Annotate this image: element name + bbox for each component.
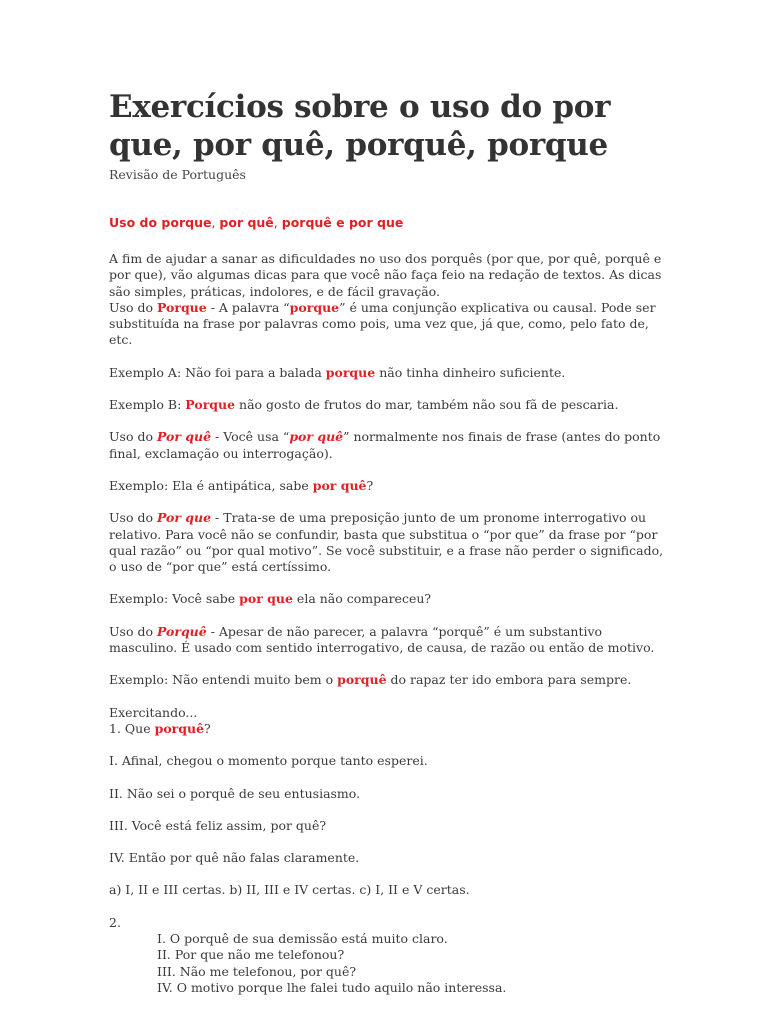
example-porque-substantivo: Exemplo: Não entendi muito bem o porquê do rapaz ter ido embora para sempre. — [109, 672, 632, 688]
porque-substantivo-paragraph: Uso do Porquê - Apesar de não parecer, a palavra “porquê” é um substantivo masculino. É usado com sentido interrogativo, de causa, de razão ou então de motivo. — [109, 623, 655, 656]
question-2: 2. — [109, 914, 121, 930]
page-subtitle: Revisão de Português — [109, 167, 246, 182]
q2-item: II. Por que não me telefonou? — [157, 947, 345, 963]
q1-item: III. Você está feliz assim, por quê? — [109, 817, 327, 833]
exercising-label: Exercitando... — [109, 704, 198, 720]
page-title: Exercícios sobre o uso do por que, por quê, porquê, porque — [109, 89, 611, 163]
q2-item: I. O porquê de sua demissão está muito claro. — [157, 931, 448, 947]
section-heading: Uso do porque, por quê, porquê e por que — [109, 215, 404, 230]
example-a: Exemplo A: Não foi para a balada porque não tinha dinheiro suficiente. — [109, 364, 566, 380]
por-que-acento-paragraph: Uso do Por quê - Você usa “por quê” normalmente nos finais de frase (antes do ponto final, exclamação ou interrogação). — [109, 429, 661, 461]
q2-item: IV. O motivo porque lhe falei tudo aquilo não interessa. — [157, 979, 507, 995]
document-page — [109, 88, 669, 996]
q2-item: III. Não me telefonou, por quê? — [157, 963, 357, 979]
q1-item: II. Não sei o porquê de seu entusiasmo. — [109, 785, 361, 801]
example-por-que: Exemplo: Você sabe por que ela não compareceu? — [109, 591, 432, 607]
q1-item: I. Afinal, chegou o momento porque tanto esperei. — [109, 753, 428, 769]
q1-item: IV. Então por quê não falas claramente. — [109, 850, 360, 866]
q1-options: a) I, II e III certas. b) II, III e IV certas. c) I, II e V certas. — [109, 882, 470, 898]
porque-paragraph: Uso do Porque - A palavra “porque” é uma conjunção explicativa ou causal. Pode ser substituída na frase por palavras como pois, uma vez que, já que, como, pelo fato de, etc. — [109, 299, 656, 348]
question-1: 1. Que porquê? — [109, 720, 211, 736]
example-por-que-acento: Exemplo: Ela é antipática, sabe por quê? — [109, 477, 374, 493]
intro-paragraph: A fim de ajudar a sanar as dificuldades no uso dos porquês (por que, por quê, porquê e por que), vão algumas dicas para que você não faça feio na redação de textos. As dicas são simples, práticas, indolores, e de fácil gravação. — [109, 251, 662, 299]
example-b: Exemplo B: Porque não gosto de frutos do mar, também não sou fã de pescaria. — [109, 397, 619, 413]
por-que-paragraph: Uso do Por que - Trata-se de uma preposição junto de um pronome interrogativo ou relativo. Para você não se confundir, basta que substitua o “por que” da frase por “por qual razão” ou “por qual motivo”. Se você substituir, e a frase não perder o significado, o uso de “por que” está certíssimo. — [109, 510, 664, 575]
